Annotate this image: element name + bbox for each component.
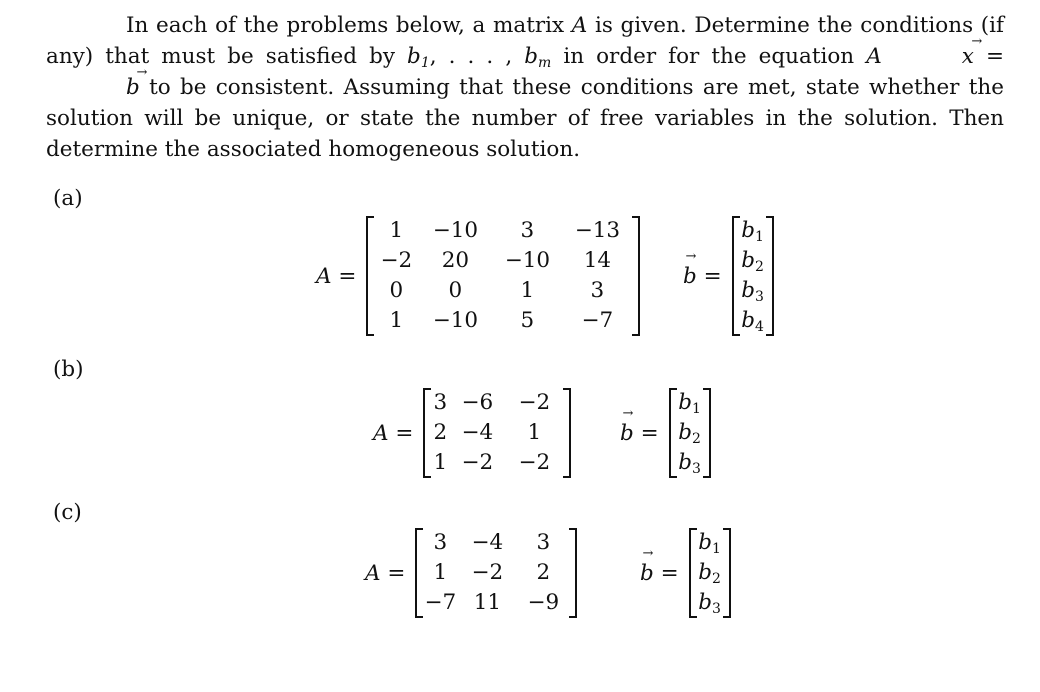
vector-entry-symbol: b [741, 278, 756, 303]
matrix-entry: 1 [389, 308, 404, 333]
matrix-entry: 1 [433, 450, 448, 475]
problem-c-matrix [415, 528, 577, 618]
matrix-entry: 2 [536, 560, 551, 585]
bracket-tick [703, 388, 711, 390]
matrix-a-name: A [365, 560, 381, 586]
matrix-entry: −13 [574, 218, 621, 243]
vector-b-name: → b [620, 421, 634, 446]
vector-entry [698, 558, 721, 588]
matrix-entry: 0 [389, 278, 404, 303]
bracket-tick [632, 216, 640, 218]
matrix-entry: −2 [518, 450, 551, 475]
bracket-tick [366, 334, 374, 336]
bracket-tick [723, 528, 731, 530]
vector-entry [698, 528, 721, 558]
bracket-tick [669, 476, 677, 478]
matrix-entry: 3 [536, 530, 551, 555]
problem-a-matrix [366, 216, 640, 336]
vector-entry-symbol: b [678, 390, 693, 415]
vector-entry-subscript: 1 [692, 401, 701, 417]
matrix-entry: −10 [432, 218, 479, 243]
problem-a-vector [732, 216, 774, 336]
matrix-entry: −9 [527, 590, 560, 615]
bracket-tick [632, 334, 640, 336]
vector-entry-symbol: b [678, 420, 693, 445]
vector-entry-subscript: 2 [755, 259, 764, 275]
vector-b-name: → b [640, 561, 654, 586]
vector-entry-subscript: 3 [755, 289, 764, 305]
bracket-tick [569, 616, 577, 618]
vector-entry-symbol: b [741, 308, 756, 333]
vector-entry [678, 388, 701, 418]
matrix-entry: 0 [448, 278, 463, 303]
problem-b-matrix [423, 388, 571, 478]
matrix-entry: −2 [518, 390, 551, 415]
bracket-tick [423, 476, 431, 478]
bracket-tick [766, 334, 774, 336]
vector-entry [741, 276, 764, 306]
problem-c-vector-equation [640, 528, 731, 618]
matrix-entry: −6 [461, 390, 494, 415]
equals-sign: = [660, 560, 679, 586]
vector-entry-symbol: b [741, 218, 756, 243]
matrix-entry: 3 [433, 530, 448, 555]
vector-entry-subscript: 3 [692, 461, 701, 477]
vector-entry [741, 216, 764, 246]
matrix-entry: −4 [471, 530, 504, 555]
bracket-tick [689, 528, 697, 530]
vector-entry [678, 418, 701, 448]
problem-a-matrix-equation [316, 216, 640, 336]
equals-sign: = [387, 560, 406, 586]
vector-entry [741, 306, 764, 336]
vector-entry [741, 246, 764, 276]
vector-entry-symbol: b [741, 248, 756, 273]
problem-b-vector [669, 388, 711, 478]
bracket-tick [732, 216, 740, 218]
matrix-entry: 3 [520, 218, 535, 243]
matrix-entry: 5 [520, 308, 535, 333]
vector-entry-subscript: 1 [712, 541, 721, 557]
matrix-entry: 1 [527, 420, 542, 445]
matrix-entry: 3 [433, 390, 448, 415]
bracket-tick [415, 528, 423, 530]
equals-sign: = [703, 263, 722, 289]
bracket-tick [563, 476, 571, 478]
matrix-entry: 14 [583, 248, 612, 273]
matrix-entry: 1 [389, 218, 404, 243]
equals-sign: = [640, 420, 659, 446]
bracket-tick [366, 216, 374, 218]
bracket-tick [732, 334, 740, 336]
bracket-tick [703, 476, 711, 478]
matrix-entry: −7 [424, 590, 457, 615]
vector-entry [678, 448, 701, 478]
bracket-tick [723, 616, 731, 618]
matrix-entry: −10 [504, 248, 551, 273]
bracket-tick [563, 388, 571, 390]
vector-entry-symbol: b [698, 590, 713, 615]
problem-a-vector-equation [683, 216, 774, 336]
bracket-tick [415, 616, 423, 618]
vector-entry-symbol: b [678, 450, 693, 475]
matrix-entry: −10 [432, 308, 479, 333]
bracket-tick [689, 616, 697, 618]
problem-c-vector [689, 528, 731, 618]
matrix-entry: 20 [441, 248, 470, 273]
vector-entry-symbol: b [698, 560, 713, 585]
vector-entry-subscript: 2 [692, 431, 701, 447]
bracket-tick [669, 388, 677, 390]
matrix-entry: 11 [473, 590, 502, 615]
matrix-entry: 1 [520, 278, 535, 303]
problem-c-matrix-equation [365, 528, 577, 618]
vector-entry-subscript: 1 [755, 229, 764, 245]
vector-entry-subscript: 2 [712, 571, 721, 587]
equals-sign: = [338, 263, 357, 289]
vector-entry-subscript: 4 [755, 319, 764, 335]
matrix-entry: −2 [461, 450, 494, 475]
matrix-entry: 3 [590, 278, 605, 303]
equals-sign: = [395, 420, 414, 446]
bracket-tick [766, 216, 774, 218]
problem-instructions: In each of the problems below, a matrix A is given. Determine the conditions (if any) that must be satisfied by $b_1$, . . . , $b_m$ in order for the equation A→ x = → b to be consistent. Assuming that these conditions are met, state whether the solution will be unique, or state the number of free variables in the solution. Then determine the associated homogeneous solution. [46, 10, 1004, 165]
matrix-a-name: A [316, 263, 332, 289]
matrix-entry: −4 [461, 420, 494, 445]
problem-b-matrix-equation [373, 388, 571, 478]
matrix-entry: 1 [433, 560, 448, 585]
vector-entry-subscript: 3 [712, 601, 721, 617]
bracket-tick [569, 528, 577, 530]
problem-b-vector-equation [620, 388, 711, 478]
problem-a-label: (a) [53, 186, 83, 211]
matrix-entry: −2 [471, 560, 504, 585]
bracket-tick [423, 388, 431, 390]
vector-entry [698, 588, 721, 618]
problem-b-label: (b) [53, 357, 84, 382]
problem-c-label: (c) [53, 500, 82, 525]
matrix-a-name: A [373, 420, 389, 446]
matrix-entry: −7 [581, 308, 614, 333]
matrix-entry: −2 [380, 248, 413, 273]
matrix-entry: 2 [433, 420, 448, 445]
vector-entry-symbol: b [698, 530, 713, 555]
vector-b-name: → b [683, 264, 697, 289]
